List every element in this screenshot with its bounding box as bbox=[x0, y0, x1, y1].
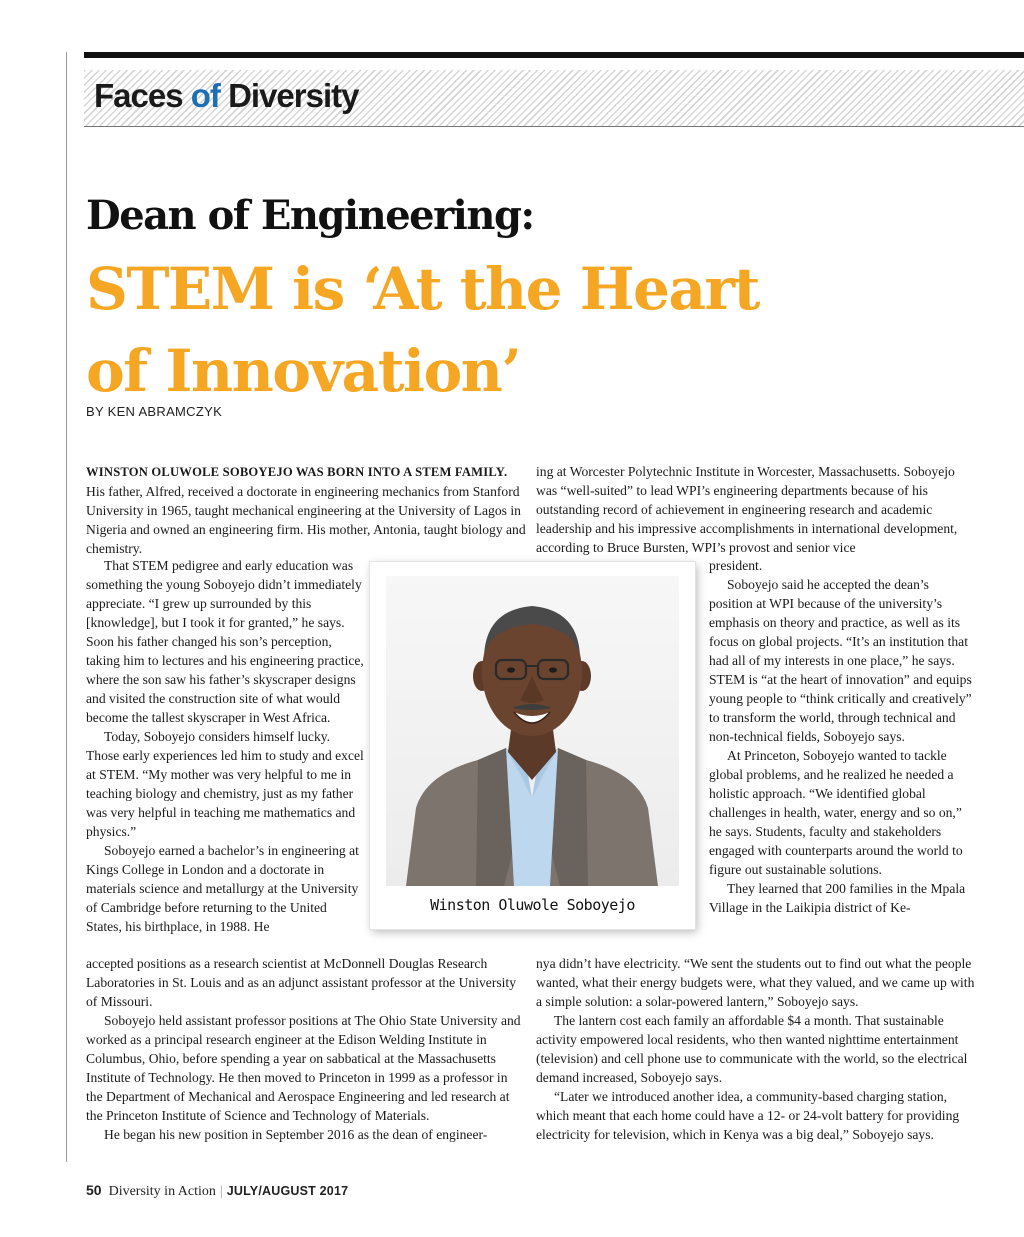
left-paragraph-4-continued: accepted positions as a research scientist at McDonnell Douglas Research Laboratories in St. Louis and as an adjunct assistant professor at the University of Missouri. bbox=[86, 956, 516, 1009]
right-paragraph-3: At Princeton, Soboyejo wanted to tackle global problems, and he realized he needed a holistic approach. “We identified global challenges in health, water, energy and so on,” he says. Students, faculty and stakeholders engaged with counterparts around the world to figure out sustainable solutions. bbox=[709, 748, 963, 877]
headline-main-line1: STEM is ‘At the Heart bbox=[86, 255, 759, 323]
left-paragraph-2: That STEM pedigree and early education was something the young Soboyejo didn’t immediately appreciate. “I grew up surrounded by this [knowledge], but I took it for granted,” he says. Soon his father changed his son’s perception, taking him to lectures and his engineering practice, where the son saw his father’s skyscraper designs and visited the construction site of what would become the tallest skyscraper in West Africa. bbox=[86, 558, 364, 725]
left-paragraph-3: Today, Soboyejo considers himself lucky. Those early experiences led him to study and excel at STEM. “My mother was very helpful to me in teaching biology and chemistry, just as my father was very helpful in teaching me mathematics and physics.” bbox=[86, 729, 364, 839]
photo-caption: Winston Oluwole Soboyejo bbox=[430, 896, 635, 914]
left-paragraph-5: Soboyejo held assistant professor positions at The Ohio State University and worked as a principal research engineer at the Edison Welding Institute in Columbus, Ohio, before spending a year on sabbatical at the Massachusetts Institute of Technology. He then moved to Princeton in 1999 as a professor in the Department of Mechanical and Aerospace Engineering and led research at the Princeton Institute of Science and Technology of Materials. bbox=[86, 1013, 521, 1123]
article-headline bbox=[86, 190, 986, 412]
right-paragraph-6: “Later we introduced another idea, a community-based charging station, which meant that each home could have a 12- or 24-volt battery for providing electricity for television, which in Kenya was a big deal,” Soboyejo says. bbox=[536, 1089, 960, 1142]
section-word-diversity: Diversity bbox=[228, 77, 359, 114]
lead-caps: WINSTON OLUWOLE SOBOYEJO WAS BORN INTO A STEM FAMILY. bbox=[86, 465, 508, 479]
page-number: 50 bbox=[86, 1182, 102, 1198]
lead-rest: His father, Alfred, received a doctorate in engineering mechanics from Stanford University in 1965, taught mechanical engineering at the University of Lagos in Nigeria and owned an engineering firm. His mother, Antonia, taught biology and chemistry. bbox=[86, 484, 526, 556]
headline-kicker: Dean of Engineering: bbox=[86, 192, 534, 239]
footer-separator: | bbox=[219, 1184, 223, 1199]
issue-date: JULY/AUGUST 2017 bbox=[226, 1184, 349, 1198]
left-paragraph-4: Soboyejo earned a bachelor’s in engineering at Kings College in London and a doctorate in materials science and metallurgy at the University of Cambridge before returning to the United States, his birthplace, in 1988. He bbox=[86, 843, 359, 934]
right-column-narrow bbox=[709, 556, 976, 917]
headline-main-line2: of Innovation’ bbox=[86, 337, 521, 405]
portrait-photo bbox=[386, 576, 679, 886]
left-column-top bbox=[86, 462, 526, 558]
right-paragraph-4: They learned that 200 families in the Mpala Village in the Laikipia district of Ke- bbox=[709, 881, 966, 915]
section-word-of: of bbox=[190, 77, 220, 114]
right-paragraph-2: Soboyejo said he accepted the dean’s position at WPI because of the university’s emphasis on theory and practice, as well as its focus on global projects. “It’s an institution that had all of my interests in one place,” he says. STEM is “at the heart of innovation” and equips young people to “think critically and creatively” to transform the world, through technical and non-technical fields, Soboyejo says. bbox=[709, 577, 972, 744]
byline: BY KEN ABRAMCZYK bbox=[86, 404, 223, 419]
right-column-top bbox=[536, 462, 976, 557]
right-column-bottom bbox=[536, 954, 976, 1144]
left-column-bottom bbox=[86, 954, 526, 1144]
publication-name: Diversity in Action bbox=[108, 1184, 216, 1199]
vertical-rule bbox=[66, 52, 67, 1162]
right-paragraph-4-continued: nya didn’t have electricity. “We sent the students out to find out what the people wanted, what their energy budgets were, what they valued, and we came up with a simple solution: a solar-powered lantern,” Soboyejo says. bbox=[536, 956, 975, 1009]
right-paragraph-5: The lantern cost each family an affordable $4 a month. That sustainable activity empowered local residents, who then wanted nighttime entertainment (television) and cell phone use to communicate with the world, so the electrical demand increased, Soboyejo says. bbox=[536, 1013, 968, 1085]
top-rule bbox=[84, 52, 1024, 58]
page-footer bbox=[86, 1182, 348, 1200]
headline-main bbox=[86, 248, 986, 412]
photo-card bbox=[370, 562, 695, 929]
right-paragraph-1: ing at Worcester Polytechnic Institute in Worcester, Massachusetts. Soboyejo was “well-suited” to lead WPI’s engineering departments because of his outstanding record of achievement in engineering research and academic leadership and his impressive accomplishments in international development, according to Bruce Bursten, WPI’s provost and senior vice bbox=[536, 464, 958, 555]
left-paragraph-6: He began his new position in September 2016 as the dean of engineer- bbox=[104, 1127, 488, 1142]
left-column-narrow bbox=[86, 556, 364, 936]
right-paragraph-1-end: president. bbox=[709, 558, 763, 573]
portrait-illustration bbox=[386, 576, 679, 886]
lead-paragraph bbox=[86, 462, 526, 558]
section-word-faces: Faces bbox=[94, 77, 183, 114]
section-title bbox=[94, 76, 359, 116]
